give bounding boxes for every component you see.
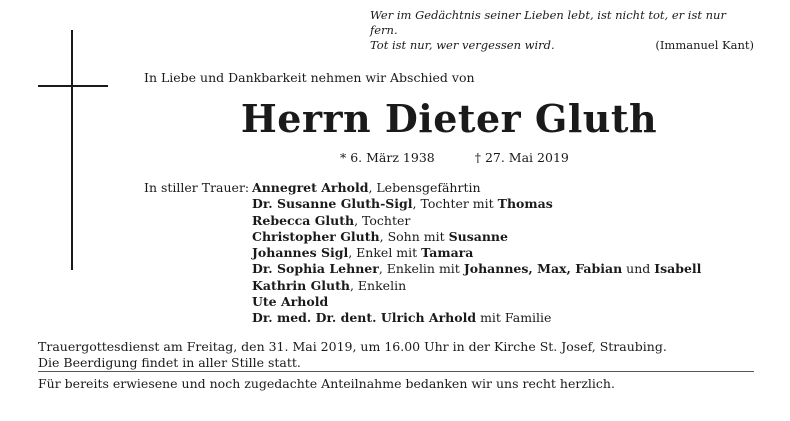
mourner-relation: , Tochter mit	[412, 196, 498, 212]
mourner-entry	[252, 261, 701, 277]
mourner-relation: , Enkelin mit	[378, 261, 464, 277]
mourner-relation: , Enkel mit	[348, 245, 422, 261]
mourner-entry	[252, 294, 701, 310]
mourner-name: Susanne	[448, 228, 508, 244]
mourners-block	[144, 180, 701, 327]
mourner-entry	[252, 180, 701, 196]
quote-line-2: Tot ist nur, wer vergessen wird.	[370, 38, 555, 52]
cross-vertical-bar	[71, 30, 73, 270]
service-info	[38, 339, 754, 371]
mourner-relation: mit Familie	[476, 310, 552, 326]
mourner-entry	[252, 229, 701, 245]
mourner-entry	[252, 245, 701, 261]
epigraph-quote	[370, 8, 754, 53]
mourner-relation: , Enkelin	[349, 277, 407, 293]
quote-line-1: Wer im Gedächtnis seiner Lieben lebt, ist nicht tot, er ist nur fern.	[370, 8, 726, 37]
divider	[38, 371, 754, 372]
mourner-entry	[252, 196, 701, 212]
deceased-name: Herrn Dieter Gluth	[240, 96, 658, 141]
mourner-name: Dr. Susanne Gluth-Sigl	[252, 196, 413, 212]
mourner-name: Johannes, Max, Fabian	[463, 261, 623, 277]
mourner-name: Thomas	[497, 196, 553, 212]
mourner-relation: , Lebensgefährtin	[368, 180, 481, 195]
death-date: † 27. Mai 2019	[474, 150, 569, 165]
intro-text: In Liebe und Dankbarkeit nehmen wir Abschied von	[144, 70, 475, 85]
mourner-name: Dr. med. Dr. dent. Ulrich Arhold	[252, 310, 477, 326]
mourner-entry	[252, 213, 701, 229]
mourner-entry	[252, 310, 701, 326]
birth-date: * 6. März 1938	[340, 150, 435, 165]
mourner-name: Isabell	[654, 261, 702, 277]
life-dates	[340, 150, 569, 165]
mourners-list	[252, 180, 701, 327]
mourner-name: Johannes Sigl	[252, 245, 349, 261]
quote-author: (Immanuel Kant)	[655, 38, 754, 52]
mourner-name: Kathrin Gluth	[252, 277, 350, 293]
service-line-2: Die Beerdigung findet in aller Stille statt.	[38, 355, 301, 370]
mourner-entry	[252, 278, 701, 294]
mourner-name: Rebecca Gluth	[252, 212, 355, 228]
thanks-text: Für bereits erwiesene und noch zugedachte Anteilnahme bedanken wir uns recht herzlich.	[38, 376, 615, 391]
mourner-name: Annegret Arhold	[252, 180, 369, 195]
mourners-label: In stiller Trauer:	[144, 180, 250, 195]
mourner-relation: , Tochter	[354, 212, 411, 228]
mourner-name: Tamara	[421, 245, 474, 261]
service-line-1: Trauergottesdienst am Freitag, den 31. Mai 2019, um 16.00 Uhr in der Kirche St. Josef, Straubing.	[38, 339, 667, 354]
quote-line-2-row	[370, 38, 754, 53]
mourner-name: Christopher Gluth	[252, 228, 380, 244]
mourner-relation: und	[622, 261, 655, 277]
cross-horizontal-bar	[38, 85, 108, 87]
mourner-name: Ute Arhold	[252, 294, 329, 310]
mourner-name: Dr. Sophia Lehner	[252, 261, 379, 277]
mourner-relation: , Sohn mit	[379, 228, 449, 244]
